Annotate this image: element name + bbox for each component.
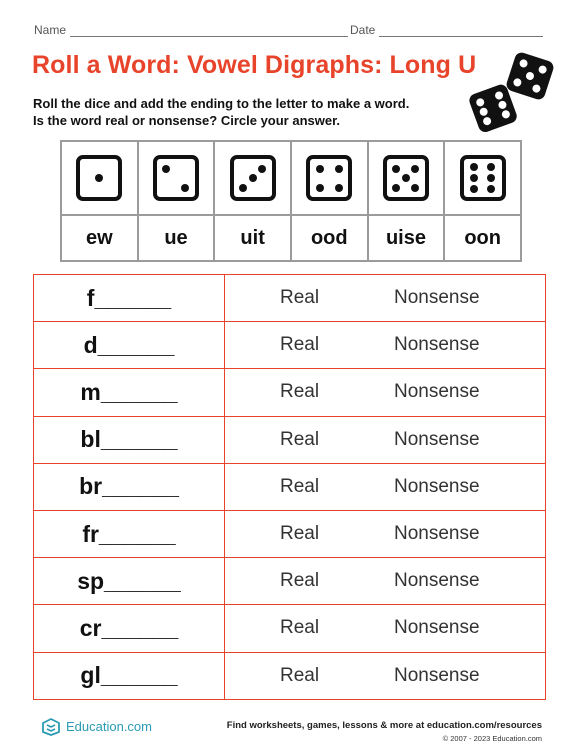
date-label: Date [350,23,376,37]
die-cell-3 [214,141,291,215]
die-face-icon [230,155,276,201]
word-stem: sp______ [34,558,225,605]
nonsense-option[interactable]: Nonsense [394,334,480,356]
choice-cell [225,558,546,605]
table-row [34,652,546,699]
table-row [34,605,546,652]
dice-endings-table [60,140,522,262]
die-face-icon [153,155,199,201]
word-stem: m______ [34,369,225,416]
choice-cell [225,322,546,369]
die-pip [316,165,324,173]
brand-name: Education.com [66,718,152,734]
die-pip [402,174,410,182]
ending-cell: uit [214,215,291,261]
date-blank[interactable] [379,27,543,37]
die-pip [162,165,170,173]
real-option[interactable]: Real [280,287,320,309]
real-option[interactable]: Real [280,428,320,450]
name-field[interactable] [34,23,348,37]
word-stem: cr______ [34,605,225,652]
die-pip [487,163,495,171]
die-pip [411,184,419,192]
die-pip [249,174,257,182]
die-pip [487,185,495,193]
choice-cell [225,652,546,699]
choice-cell [225,416,546,463]
choice-cell [225,463,546,510]
table-row [34,416,546,463]
table-row [34,322,546,369]
choice-cell [225,275,546,322]
real-option[interactable]: Real [280,523,320,545]
die-face-icon [306,155,352,201]
word-stem: d______ [34,322,225,369]
dice-pair-icon [468,50,556,138]
nonsense-option[interactable]: Nonsense [394,381,480,403]
die-pip [316,184,324,192]
real-option[interactable]: Real [280,664,320,686]
name-label: Name [34,23,67,37]
word-stem: br______ [34,463,225,510]
table-row [34,510,546,557]
education-logo [40,716,152,736]
nonsense-option[interactable]: Nonsense [394,475,480,497]
die-pip [95,174,103,182]
page-title: Roll a Word: Vowel Digraphs: Long U [32,51,477,79]
nonsense-option[interactable]: Nonsense [394,570,480,592]
word-stem: fr______ [34,510,225,557]
education-logo-icon [40,716,62,736]
instructions [33,95,409,129]
real-option[interactable]: Real [280,381,320,403]
nonsense-option[interactable]: Nonsense [394,664,480,686]
word-stem: gl______ [34,652,225,699]
die-face-icon [383,155,429,201]
nonsense-option[interactable]: Nonsense [394,428,480,450]
die-pip [470,185,478,193]
nonsense-option[interactable]: Nonsense [394,287,480,309]
name-blank[interactable] [70,27,348,37]
die-pip [487,174,495,182]
choice-cell [225,510,546,557]
table-row [34,463,546,510]
die-cell-6 [444,141,521,215]
nonsense-option[interactable]: Nonsense [394,617,480,639]
die-pip [239,184,247,192]
die-pip [470,174,478,182]
nonsense-option[interactable]: Nonsense [394,523,480,545]
word-stem: f______ [34,275,225,322]
die-cell-1 [61,141,138,215]
ending-cell: ood [291,215,368,261]
footer-tagline: Find worksheets, games, lessons & more at education.com/resources [226,720,542,731]
real-option[interactable]: Real [280,617,320,639]
die-cell-5 [368,141,445,215]
die-pip [335,184,343,192]
die-face-icon [460,155,506,201]
die-cell-4 [291,141,368,215]
die-cell-2 [138,141,215,215]
endings-row [61,215,521,261]
die-pip [258,165,266,173]
die-pip [392,165,400,173]
ending-cell: oon [444,215,521,261]
choice-cell [225,605,546,652]
table-row [34,558,546,605]
dice-row [61,141,521,215]
choice-cell [225,369,546,416]
word-table [33,274,546,700]
die-pip [392,184,400,192]
instructions-line-2: Is the word real or nonsense? Circle your answer. [33,113,341,128]
die-face-icon [76,155,122,201]
footer-copyright: © 2007 - 2023 Education.com [442,734,542,743]
die-pip [411,165,419,173]
real-option[interactable]: Real [280,570,320,592]
die-pip [181,184,189,192]
real-option[interactable]: Real [280,475,320,497]
date-field[interactable] [350,23,543,37]
ending-cell: ew [61,215,138,261]
table-row [34,275,546,322]
ending-cell: uise [368,215,445,261]
table-row [34,369,546,416]
real-option[interactable]: Real [280,334,320,356]
die-pip [470,163,478,171]
ending-cell: ue [138,215,215,261]
footer-info [227,720,542,743]
instructions-line-1: Roll the dice and add the ending to the letter to make a word. [33,96,410,111]
die-pip [335,165,343,173]
word-stem: bl______ [34,416,225,463]
